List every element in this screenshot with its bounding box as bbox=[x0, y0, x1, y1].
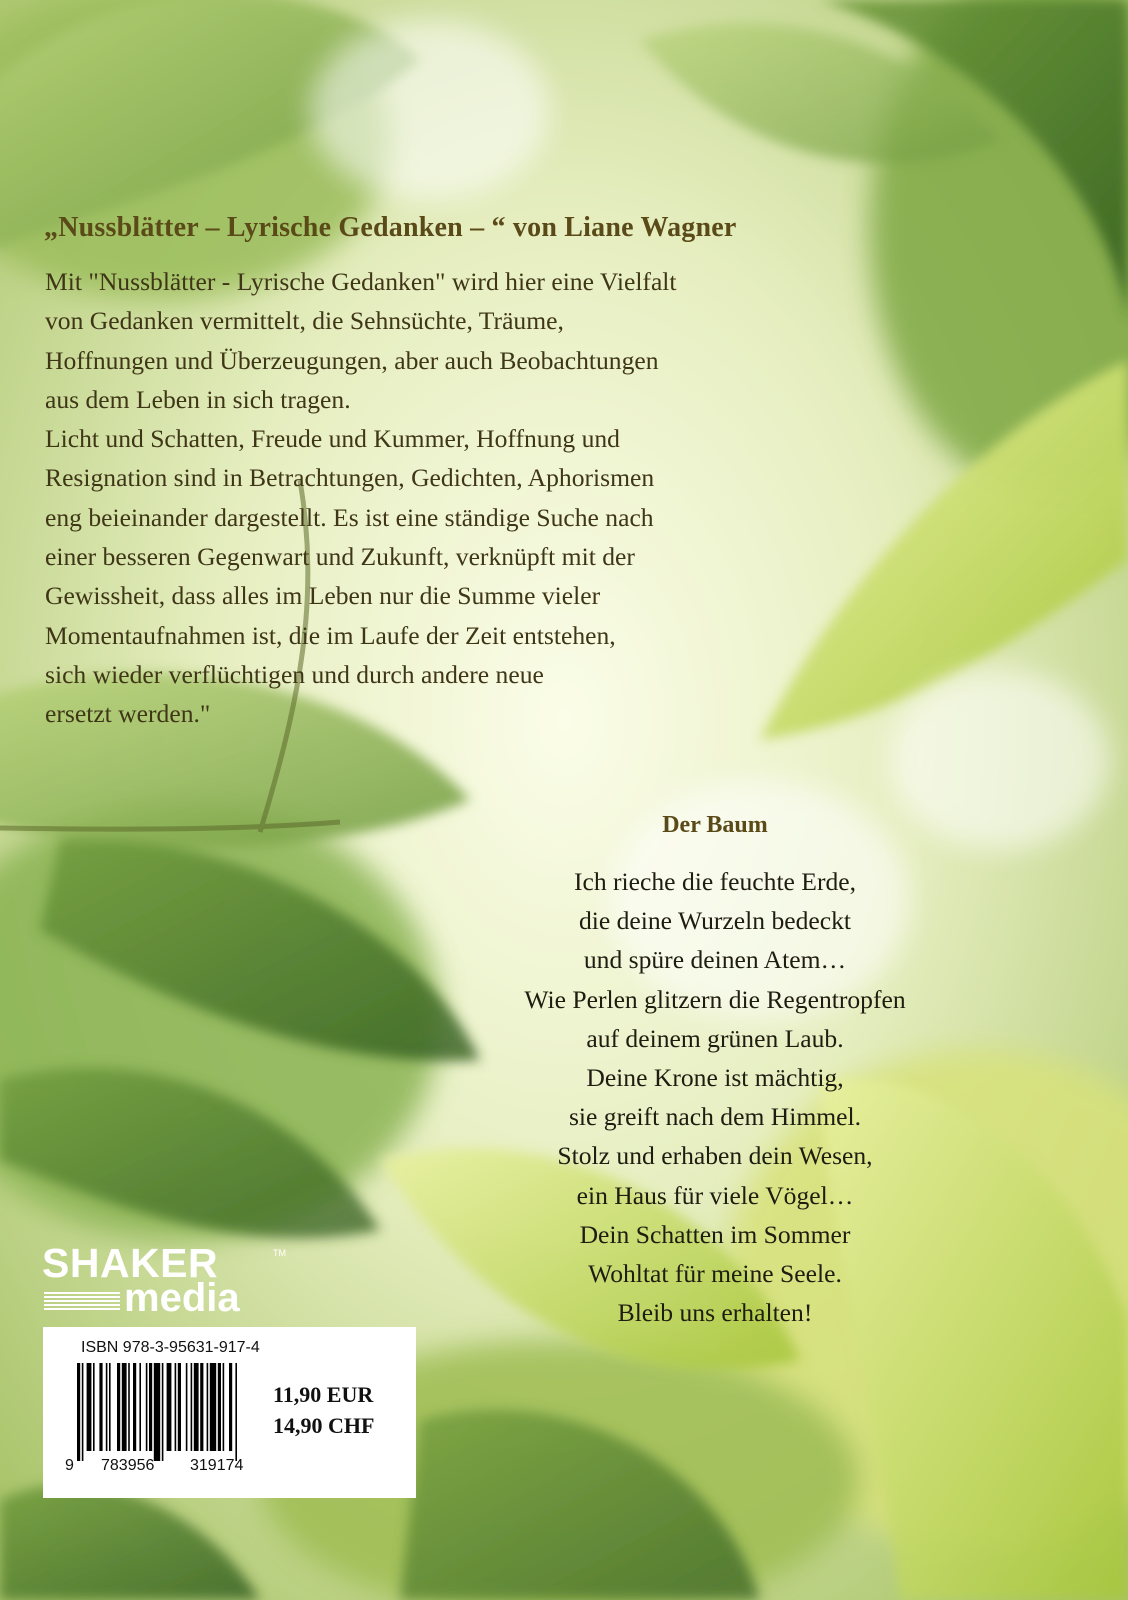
price-eur: 11,90 EUR bbox=[273, 1382, 374, 1407]
logo-wordmark-media: media bbox=[124, 1276, 240, 1320]
blurb-line: Licht und Schatten, Freude und Kummer, Hoffnung und bbox=[45, 424, 620, 454]
blurb-line: ersetzt werden." bbox=[45, 699, 211, 729]
barcode-bar bbox=[87, 1363, 92, 1451]
blurb-line: sich wieder verflüchtigen und durch andere neue bbox=[45, 659, 544, 689]
barcode-bar bbox=[106, 1363, 108, 1451]
barcode-bar bbox=[235, 1363, 237, 1461]
barcode-bar bbox=[77, 1363, 80, 1461]
barcode-bar bbox=[109, 1363, 111, 1451]
poem-line: Bleib uns erhalten! bbox=[617, 1298, 813, 1328]
barcode-bar bbox=[210, 1363, 216, 1451]
barcode-bar bbox=[117, 1363, 120, 1451]
barcode-bar bbox=[128, 1363, 130, 1451]
shaker-media-logo bbox=[42, 1240, 292, 1320]
poem-line: ein Haus für viele Vögel… bbox=[576, 1180, 854, 1210]
blurb-line: von Gedanken vermittelt, die Sehnsüchte, Träume, bbox=[45, 306, 564, 336]
barcode-bar bbox=[167, 1363, 172, 1451]
barcode-digit-group: 783956 bbox=[101, 1457, 155, 1474]
poem-line: Wie Perlen glitzern die Regentropfen bbox=[524, 984, 906, 1014]
poem-line: Deine Krone ist mächtig, bbox=[586, 1063, 844, 1093]
barcode-bar bbox=[223, 1363, 225, 1451]
poem-line: Dein Schatten im Sommer bbox=[579, 1219, 851, 1249]
book-title-heading: „Nussblätter – Lyrische Gedanken – “ von Liane Wagner bbox=[44, 212, 737, 243]
poem-line: Wohltat für meine Seele. bbox=[588, 1259, 842, 1289]
barcode-bar bbox=[149, 1363, 152, 1451]
blurb-line: aus dem Leben in sich tragen. bbox=[45, 384, 351, 414]
blurb-text bbox=[45, 262, 875, 734]
poem-line: und spüre deinen Atem… bbox=[583, 945, 847, 975]
barcode-digit-group: 9 bbox=[65, 1457, 74, 1474]
blurb-line: einer besseren Gegenwart und Zukunft, verknüpft mit der bbox=[45, 542, 635, 572]
blurb-line: eng beieinander dargestellt. Es ist eine ständige Suche nach bbox=[45, 502, 654, 532]
barcode-icon bbox=[77, 1363, 267, 1461]
blurb-line: Momentaufnahmen ist, die im Laufe der Zeit entstehen, bbox=[45, 620, 616, 650]
barcode-bar bbox=[200, 1363, 203, 1451]
barcode-label bbox=[43, 1327, 416, 1498]
barcode-digit-group: 319174 bbox=[190, 1457, 244, 1474]
logo-stripes-icon bbox=[44, 1292, 120, 1312]
barcode-bar bbox=[93, 1363, 95, 1451]
barcode-bar bbox=[194, 1363, 199, 1451]
poem-line: die deine Wurzeln bedeckt bbox=[578, 906, 852, 936]
barcode-bar bbox=[99, 1363, 102, 1451]
barcode-bar bbox=[139, 1363, 141, 1451]
barcode-bar bbox=[191, 1363, 193, 1451]
logo-trademark: TM bbox=[273, 1248, 286, 1258]
barcode-bar bbox=[133, 1363, 136, 1451]
poem-line: Stolz und erhaben dein Wesen, bbox=[557, 1141, 873, 1171]
poem-line: sie greift nach dem Himmel. bbox=[568, 1102, 862, 1132]
logo-wordmark-shaker: SHAKER bbox=[42, 1240, 219, 1286]
barcode-bar bbox=[186, 1363, 188, 1451]
blurb-line: Gewissheit, dass alles im Leben nur die Summe vieler bbox=[45, 581, 601, 611]
poem-line: auf deinem grünen Laub. bbox=[586, 1023, 844, 1053]
barcode-bar bbox=[162, 1363, 164, 1461]
blurb-line: Resignation sind in Betrachtungen, Gedichten, Aphorismen bbox=[45, 463, 655, 493]
barcode-bar bbox=[229, 1363, 232, 1451]
barcode-bar bbox=[207, 1363, 209, 1451]
barcode-bar bbox=[218, 1363, 221, 1451]
blurb-line: Mit "Nussblätter - Lyrische Gedanken" wird hier eine Vielfalt bbox=[45, 267, 677, 296]
barcode-bar bbox=[178, 1363, 181, 1451]
barcode-bar bbox=[82, 1363, 84, 1461]
price-chf: 14,90 CHF bbox=[273, 1413, 375, 1438]
barcode-bar bbox=[175, 1363, 177, 1451]
isbn-text: ISBN 978-3-95631-917-4 bbox=[81, 1339, 260, 1356]
poem-title: Der Baum bbox=[662, 812, 768, 838]
blurb-line: Hoffnungen und Überzeugungen, aber auch Beobachtungen bbox=[45, 345, 659, 375]
barcode-bar bbox=[122, 1363, 127, 1451]
barcode-bar bbox=[146, 1363, 148, 1451]
barcode-bar bbox=[154, 1363, 160, 1461]
poem-text bbox=[440, 862, 990, 1332]
poem-line: Ich rieche die feuchte Erde, bbox=[573, 867, 857, 896]
